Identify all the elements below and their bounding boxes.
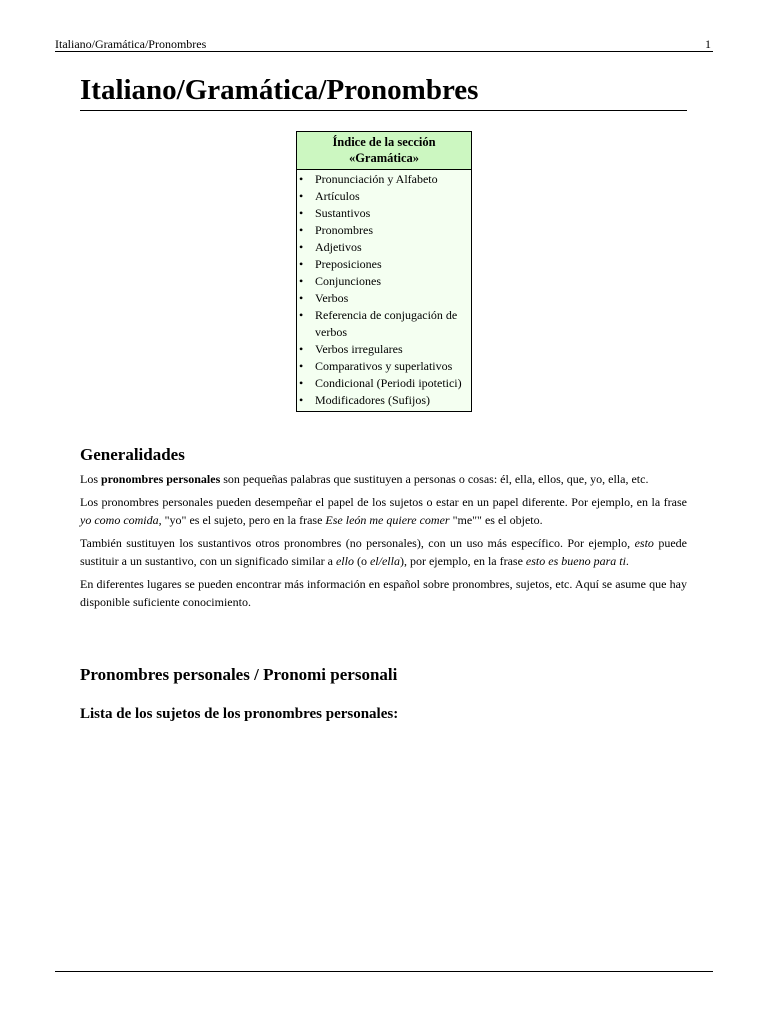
section-index-item[interactable] (298, 222, 469, 239)
bold-term: pronombres personales (101, 472, 221, 486)
footer-divider (55, 971, 713, 972)
section-index-link[interactable]: Conjunciones (315, 274, 381, 288)
section-index-title-line2: «Gramática» (348, 151, 420, 165)
section-index-item[interactable] (298, 392, 469, 409)
section-index-box (296, 131, 472, 412)
bullet-icon: • (299, 189, 304, 203)
bullet-icon: • (299, 359, 304, 373)
bullet-icon: • (299, 257, 304, 271)
section-index-item[interactable] (298, 171, 469, 188)
section-index-item[interactable] (298, 341, 469, 358)
bullet-icon: • (299, 291, 304, 305)
paragraph-3 (80, 534, 687, 570)
italic-example: esto es bueno para ti (525, 554, 626, 568)
section-index-link[interactable]: Referencia de conjugación de verbos (315, 308, 458, 339)
section-index-title (297, 132, 471, 170)
section-index-link[interactable]: Pronunciación y Alfabeto (315, 172, 438, 186)
paragraph-2 (80, 493, 687, 529)
italic-example: esto (634, 536, 654, 550)
section-index-item[interactable] (298, 375, 469, 392)
section-index-link[interactable]: Sustantivos (315, 206, 371, 220)
page-number: 1 (705, 37, 711, 51)
paragraph-4: En diferentes lugares se pueden encontrar más información en español sobre pronombres, sujetos, etc. Aquí se asume que hay disponible suficiente conocimiento. (80, 577, 687, 609)
bullet-icon: • (299, 223, 304, 237)
italic-example: ello (335, 554, 354, 568)
page-title: Italiano/Gramática/Pronombres (80, 74, 479, 106)
text-run: son pequeñas palabras que sustituyen a personas o cosas: él, ella, ellos, que, yo, ella, etc. (220, 472, 649, 486)
italic-example: Ese león me quiere comer (325, 513, 450, 527)
bullet-icon: • (299, 206, 304, 220)
bullet-icon: • (299, 308, 304, 322)
bullet-icon: • (299, 376, 304, 390)
section-index-item[interactable] (298, 290, 469, 307)
section-index-item[interactable] (298, 358, 469, 375)
section-index-title-line1: Índice de la sección (332, 135, 436, 149)
text-run: (o (353, 554, 370, 568)
running-header (55, 37, 713, 51)
generalidades-body (80, 470, 687, 616)
section-index-link[interactable]: Pronombres (315, 223, 373, 237)
text-run: Los (80, 472, 101, 486)
text-run: , "yo" es el sujeto, pero en la frase (158, 513, 326, 527)
section-index-link[interactable]: Verbos irregulares (315, 342, 403, 356)
section-index-link[interactable]: Adjetivos (315, 240, 362, 254)
italic-example: yo como comida (80, 513, 159, 527)
section-index-link[interactable]: Verbos (315, 291, 349, 305)
bullet-icon: • (299, 240, 304, 254)
heading-generalidades: Generalidades (80, 445, 185, 464)
section-index-item[interactable] (298, 188, 469, 205)
subheading-lista-sujetos: Lista de los sujetos de los pronombres personales: (80, 706, 399, 722)
text-run: ), por ejemplo, en la frase (399, 554, 526, 568)
text-run: Los pronombres personales pueden desempeñar el papel de los sujetos o estar en un papel diferente. Por ejemplo, en la frase (80, 495, 687, 509)
section-index-item[interactable] (298, 256, 469, 273)
text-run: puede sustituir a un sustantivo, con un significado similar a (80, 536, 688, 568)
heading-pronombres-personales: Pronombres personales / Pronomi personali (80, 665, 398, 684)
paragraph-1 (80, 470, 687, 488)
header-divider (55, 51, 713, 52)
bullet-icon: • (299, 342, 304, 356)
text-run: También sustituyen los sustantivos otros pronombres (no personales), con un uso más específico. Por ejemplo, (80, 536, 635, 550)
bullet-icon: • (299, 274, 304, 288)
section-index-link[interactable]: Artículos (315, 189, 360, 203)
section-index-item[interactable] (298, 273, 469, 290)
section-index-link[interactable]: Preposiciones (315, 257, 382, 271)
running-header-title: Italiano/Gramática/Pronombres (55, 37, 207, 51)
section-index-link[interactable]: Condicional (Periodi ipotetici) (315, 376, 462, 390)
bullet-icon: • (299, 172, 304, 186)
section-index-list (297, 170, 471, 411)
bullet-icon: • (299, 393, 304, 407)
italic-example: el/ella (369, 554, 400, 568)
title-divider (80, 110, 687, 111)
text-run: "me"" es el objeto. (449, 513, 543, 527)
section-index-link[interactable]: Modificadores (Sufijos) (315, 393, 430, 407)
section-index-item[interactable] (298, 239, 469, 256)
section-index-item[interactable] (298, 205, 469, 222)
text-run: . (625, 554, 629, 568)
section-index-link[interactable]: Comparativos y superlativos (315, 359, 453, 373)
section-index-item[interactable] (298, 307, 469, 341)
